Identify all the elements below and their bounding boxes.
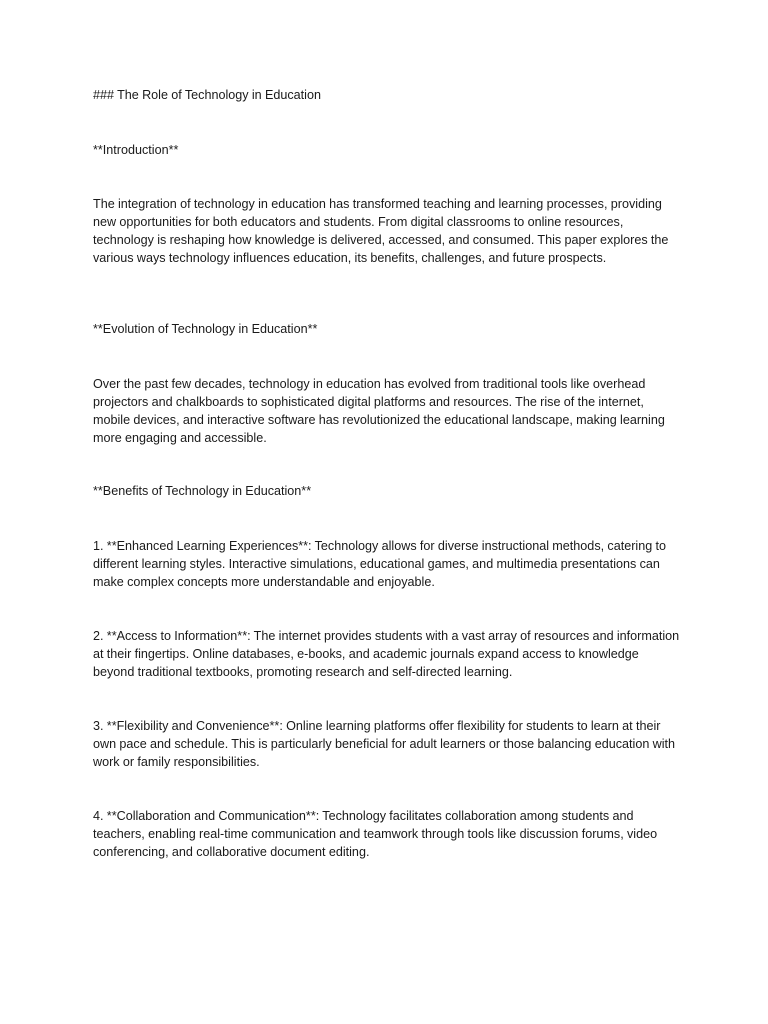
benefit-item: 1. **Enhanced Learning Experiences**: Technology allows for diverse instructional methods, catering to different learning styles. Interactive simulations, educational games, and multimedia presentations can make complex concepts more understandable and enjoyable.: [93, 539, 667, 589]
introduction-heading: **Introduction**: [93, 143, 179, 157]
benefit-item: 3. **Flexibility and Convenience**: Online learning platforms offer flexibility for students to learn at their own pace and schedule. This is particularly beneficial for adult learners or those balancing education with work or family responsibilities.: [93, 719, 676, 769]
evolution-heading: **Evolution of Technology in Education**: [93, 322, 318, 336]
introduction-paragraph: The integration of technology in education has transformed teaching and learning processes, providing new opportunities for both educators and students. From digital classrooms to online resources, technology is reshaping how knowledge is delivered, accessed, and consumed. This paper explores the various ways technology influences education, its benefits, challenges, and future prospects.: [93, 197, 669, 265]
evolution-paragraph: Over the past few decades, technology in education has evolved from traditional tools like overhead projectors and chalkboards to sophisticated digital platforms and resources. The rise of the internet, mobile devices, and interactive software has revolutionized the educational landscape, making learning more engaging and accessible.: [93, 377, 665, 445]
document-title: ### The Role of Technology in Education: [93, 88, 321, 102]
benefits-heading: **Benefits of Technology in Education**: [93, 484, 312, 498]
benefit-item: 4. **Collaboration and Communication**: Technology facilitates collaboration among students and teachers, enabling real-time communication and teamwork through tools like discussion forums, video conferencing, and collaborative document editing.: [93, 809, 658, 859]
benefit-item: 2. **Access to Information**: The internet provides students with a vast array of resources and information at their fingertips. Online databases, e-books, and academic journals expand access to knowledge beyond traditional textbooks, promoting research and self-directed learning.: [93, 629, 680, 679]
